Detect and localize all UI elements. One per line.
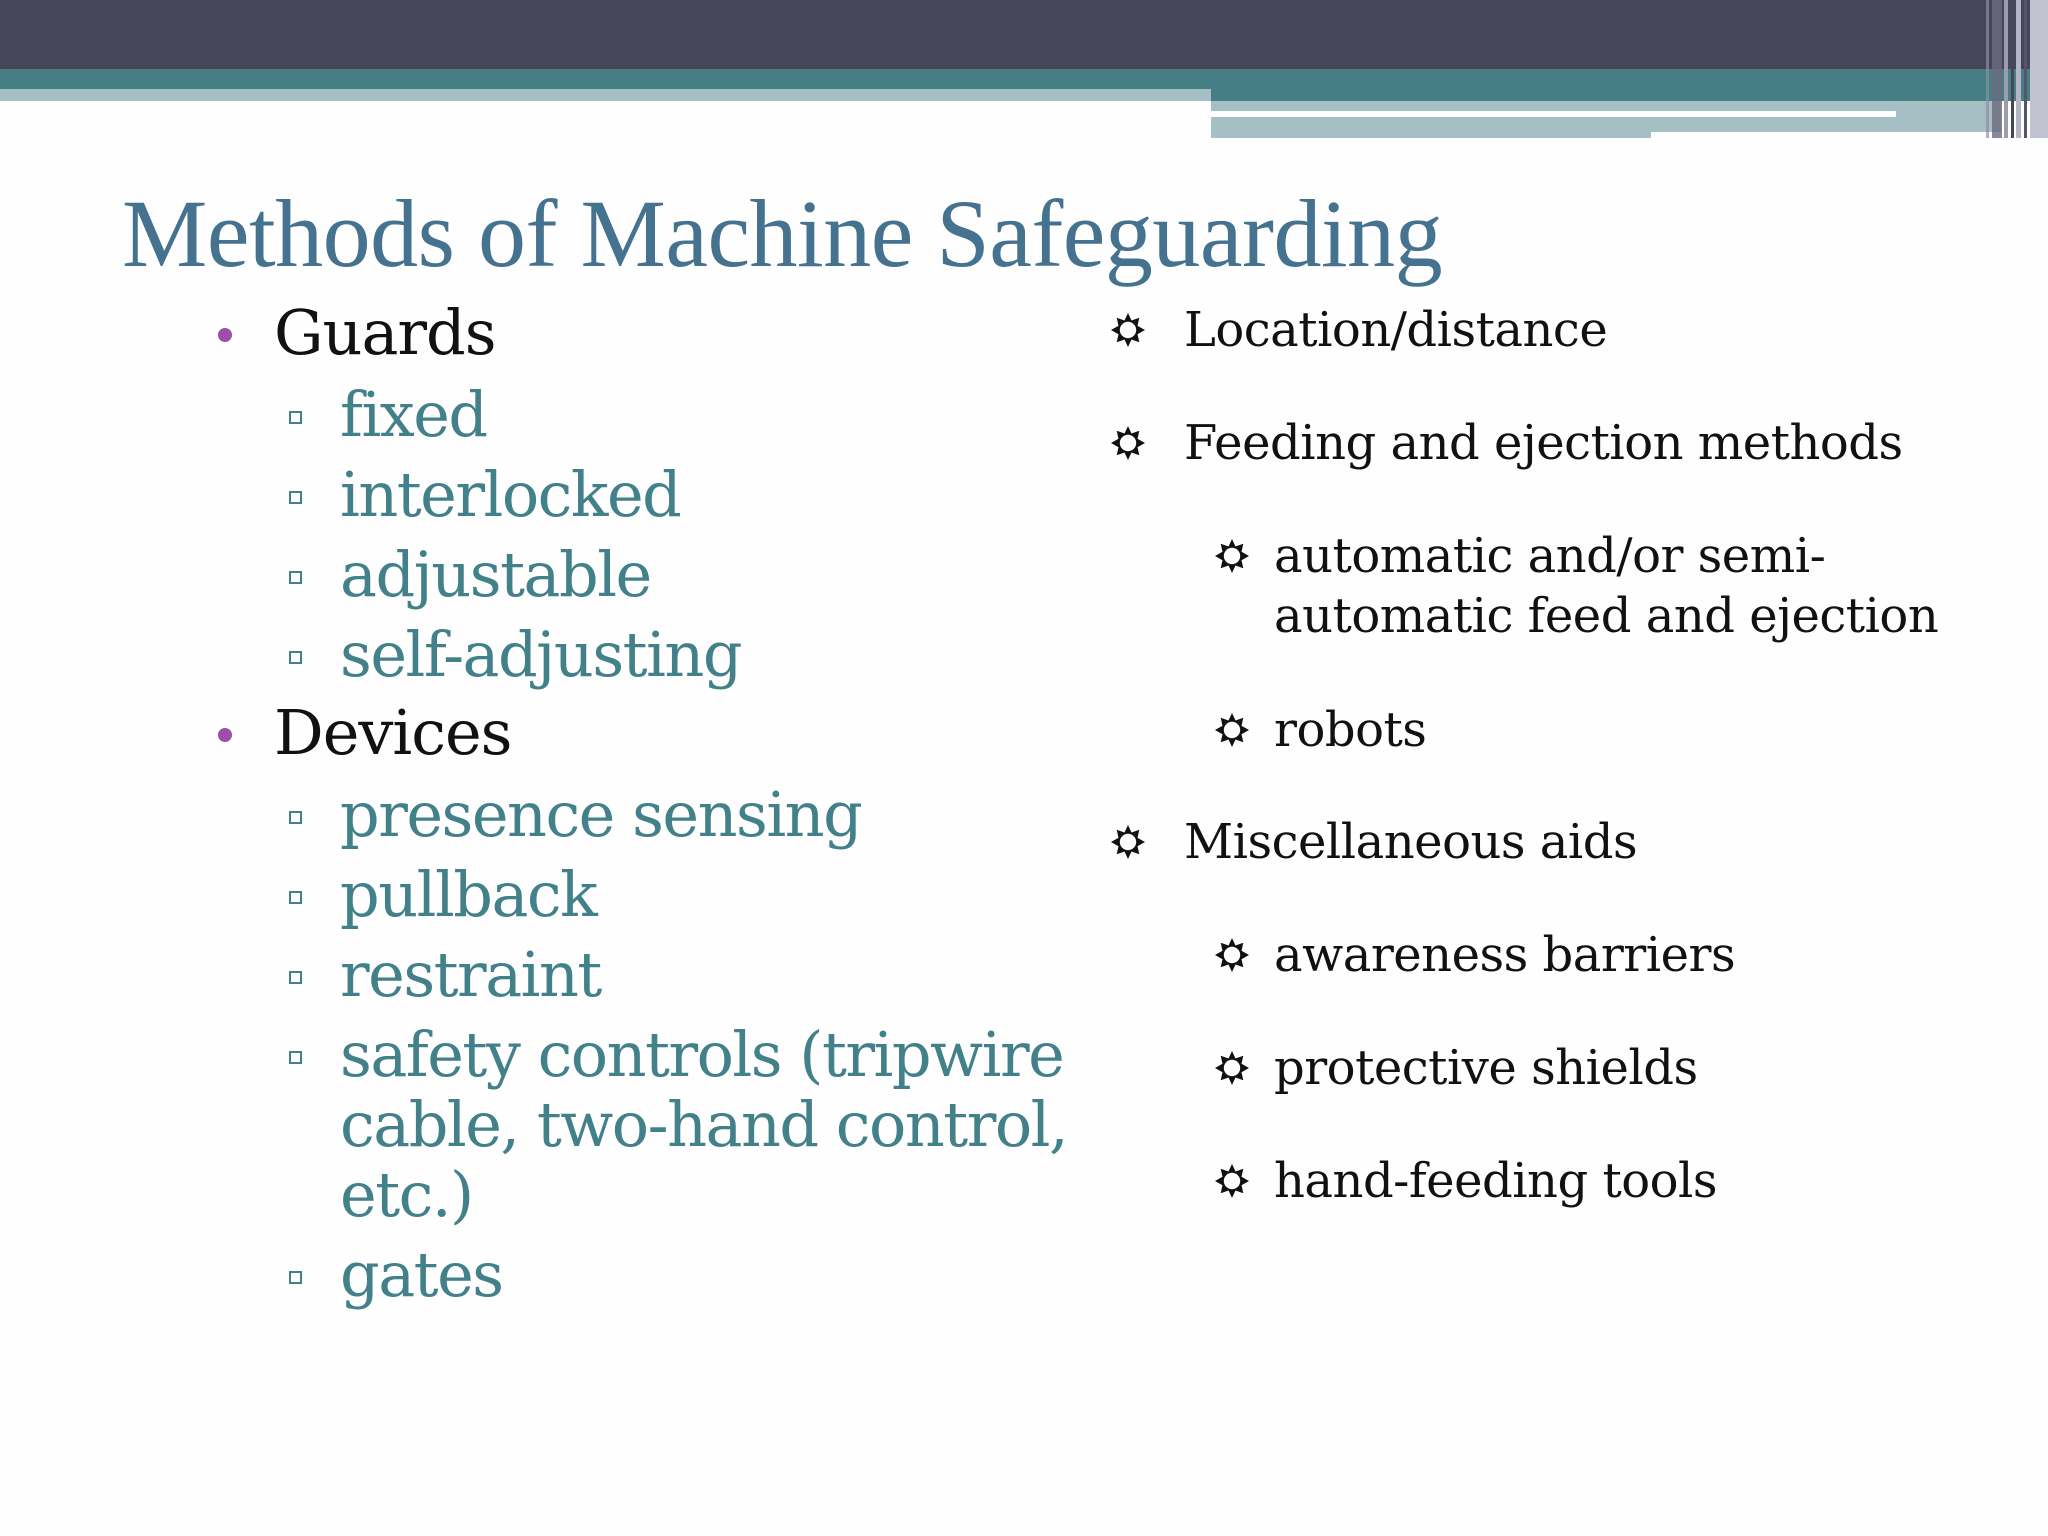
list-item-label: automatic and/or semi-automatic feed and ejection xyxy=(1274,528,1939,644)
list-item-hand-feeding-tools xyxy=(1100,1151,1717,1211)
list-item-label: self-adjusting xyxy=(340,618,742,691)
list-item-label: adjustable xyxy=(340,538,651,611)
sun-star-bullet-icon xyxy=(1214,937,1250,973)
dot-bullet-icon xyxy=(218,728,232,742)
square-bullet-icon xyxy=(289,411,302,424)
list-item-protective-shields xyxy=(1100,1038,1698,1098)
list-item-misc-aids xyxy=(1100,812,1637,872)
list-item-label: protective shields xyxy=(1274,1040,1698,1096)
list-item-devices xyxy=(210,696,1090,770)
list-item-label: interlocked xyxy=(340,458,681,531)
list-item-label: Location/distance xyxy=(1184,302,1608,358)
list-item-label: gates xyxy=(340,1238,503,1311)
list-item-automatic-feed xyxy=(1100,526,2014,646)
list-item-self-adjusting xyxy=(210,620,1090,690)
square-bullet-icon xyxy=(289,651,302,664)
sun-star-bullet-icon xyxy=(1214,712,1250,748)
list-item-label: Guards xyxy=(274,296,496,369)
list-item-label: awareness barriers xyxy=(1274,927,1736,983)
list-item-adjustable xyxy=(210,540,1090,610)
sun-star-bullet-icon xyxy=(1110,425,1146,461)
square-bullet-icon xyxy=(289,891,302,904)
square-bullet-icon xyxy=(289,811,302,824)
list-item-label: restraint xyxy=(340,938,601,1011)
list-item-label: safety controls (tripwire cable, two-hand control, etc.) xyxy=(340,1018,1068,1231)
list-item-label: hand-feeding tools xyxy=(1274,1153,1718,1209)
square-bullet-icon xyxy=(289,491,302,504)
left-bullet-list xyxy=(210,290,1090,1310)
list-item-safety-controls xyxy=(210,1020,1100,1230)
sun-star-bullet-icon xyxy=(1214,538,1250,574)
list-item-restraint xyxy=(210,940,1090,1010)
square-bullet-icon xyxy=(289,1051,302,1064)
sun-star-bullet-icon xyxy=(1214,1163,1250,1199)
list-item-label: robots xyxy=(1274,702,1427,758)
list-item-label: presence sensing xyxy=(340,778,862,851)
header-white-notch xyxy=(1651,132,2008,138)
header-light-band-left xyxy=(0,89,1211,101)
list-item-label: fixed xyxy=(340,378,487,451)
square-bullet-icon xyxy=(289,571,302,584)
list-item-label: Devices xyxy=(274,696,512,769)
list-item-location-distance xyxy=(1100,300,1607,360)
list-item-pullback xyxy=(210,860,1090,930)
dot-bullet-icon xyxy=(218,328,232,342)
list-item-gates xyxy=(210,1240,1090,1310)
list-item-presence-sensing xyxy=(210,780,1090,850)
list-item-robots xyxy=(1100,700,1426,760)
sun-star-bullet-icon xyxy=(1214,1050,1250,1086)
list-item-label: Feeding and ejection methods xyxy=(1184,415,1903,471)
square-bullet-icon xyxy=(289,971,302,984)
list-item-fixed xyxy=(210,380,1090,450)
slide-title: Methods of Machine Safeguarding xyxy=(122,180,1443,287)
sun-star-bullet-icon xyxy=(1110,824,1146,860)
list-item-interlocked xyxy=(210,460,1090,530)
header-light-band-right-top xyxy=(1211,101,2001,111)
list-item-label: Miscellaneous aids xyxy=(1184,814,1638,870)
list-item-feeding-ejection xyxy=(1100,413,2048,473)
list-item-guards xyxy=(210,296,1090,370)
header-dark-band xyxy=(0,0,2048,69)
sun-star-bullet-icon xyxy=(1110,312,1146,348)
list-item-label: pullback xyxy=(340,858,597,931)
list-item-awareness-barriers xyxy=(1100,925,1735,985)
square-bullet-icon xyxy=(289,1271,302,1284)
